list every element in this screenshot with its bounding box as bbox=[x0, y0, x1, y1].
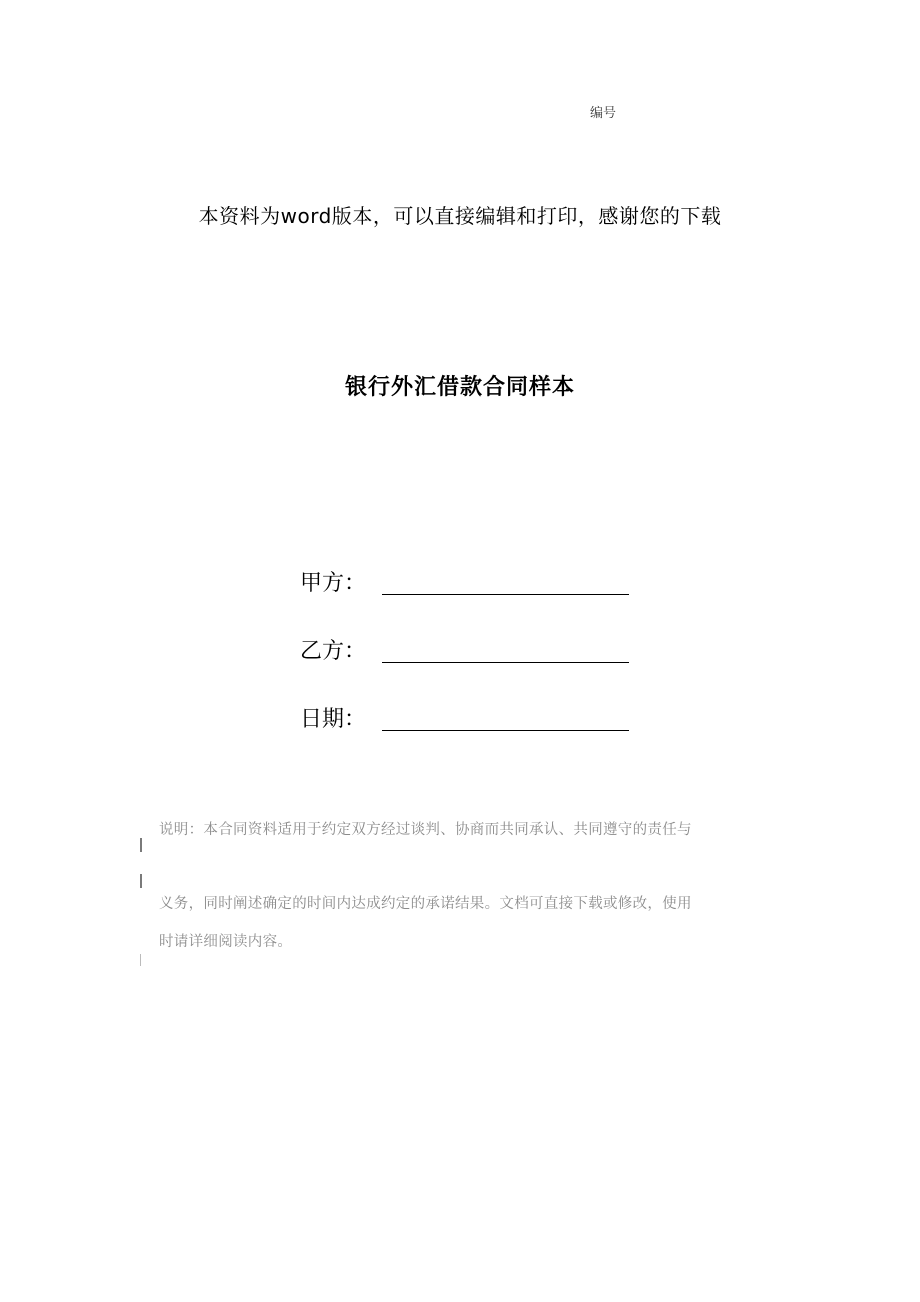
party-a-label: 甲方： bbox=[300, 571, 367, 596]
margin-mark bbox=[140, 874, 142, 888]
description-line-2: 义务，同时阐述确定的时间内达成约定的承诺结果。文档可直接下载或修改，使用 bbox=[159, 896, 692, 912]
party-a-row bbox=[300, 568, 640, 600]
description-line-3: 时请详细阅读内容。 bbox=[159, 934, 293, 950]
party-b-label: 乙方： bbox=[300, 639, 367, 664]
date-row bbox=[300, 704, 640, 736]
description-line-1: 说明：本合同资料适用于约定双方经过谈判、协商而共同承认、共同遵守的责任与 bbox=[159, 822, 692, 838]
date-label: 日期： bbox=[300, 707, 367, 732]
document-title: 银行外汇借款合同样本 bbox=[344, 375, 575, 400]
party-b-blank-line[interactable] bbox=[382, 662, 629, 663]
date-blank-line[interactable] bbox=[382, 730, 629, 731]
document-number-label: 编号 bbox=[590, 106, 617, 121]
party-b-row bbox=[300, 636, 640, 668]
margin-mark bbox=[140, 838, 142, 852]
margin-mark bbox=[140, 954, 141, 966]
download-notice: 本资料为word版本，可以直接编辑和打印，感谢您的下载 bbox=[198, 204, 722, 228]
party-a-blank-line[interactable] bbox=[382, 594, 629, 595]
